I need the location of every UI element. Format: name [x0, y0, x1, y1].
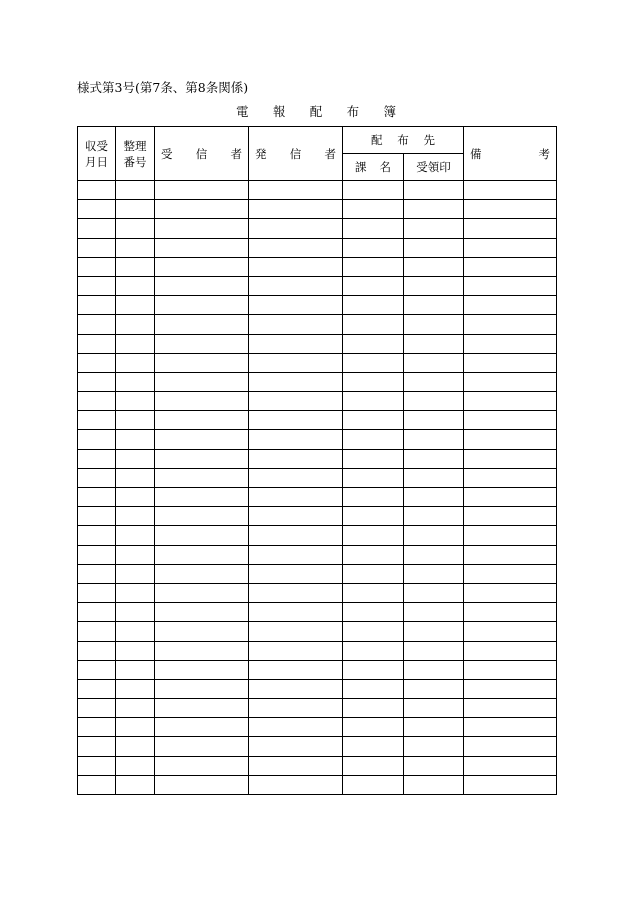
table-cell [155, 756, 249, 775]
table-cell [343, 737, 404, 756]
table-cell [343, 276, 404, 295]
table-cell [249, 622, 343, 641]
table-row [78, 257, 557, 276]
title-char: 電 [236, 104, 249, 119]
table-cell [78, 238, 116, 257]
header-text: 受領印 [416, 160, 451, 174]
table-cell [155, 737, 249, 756]
table-cell [404, 257, 464, 276]
table-cell [343, 545, 404, 564]
table-cell [78, 507, 116, 526]
table-cell [404, 219, 464, 238]
table-cell [464, 526, 557, 545]
table-cell [155, 468, 249, 487]
table-cell [249, 353, 343, 372]
table-cell [404, 699, 464, 718]
table-cell [78, 660, 116, 679]
table-cell [78, 718, 116, 737]
table-cell [404, 737, 464, 756]
table-cell [249, 756, 343, 775]
table-cell [78, 334, 116, 353]
table-cell [464, 545, 557, 564]
table-cell [155, 564, 249, 583]
header-text: 番号 [123, 154, 147, 169]
table-cell [155, 219, 249, 238]
table-cell [78, 641, 116, 660]
header-text: 課 [355, 160, 367, 174]
table-row [78, 219, 557, 238]
table-row [78, 296, 557, 315]
table-cell [404, 181, 464, 200]
table-cell [464, 718, 557, 737]
header-text: 者 [230, 146, 242, 161]
title-char: 布 [346, 104, 360, 119]
table-cell [343, 334, 404, 353]
header-text: 配 [371, 133, 383, 147]
header-text: 受 [161, 146, 173, 161]
table-cell [155, 699, 249, 718]
header-text: 月日 [85, 154, 108, 169]
table-cell [249, 392, 343, 411]
table-cell [249, 775, 343, 794]
table-cell [116, 296, 155, 315]
table-row [78, 181, 557, 200]
table-cell [249, 411, 343, 430]
table-cell [464, 564, 557, 583]
table-row [78, 238, 557, 257]
table-cell [249, 718, 343, 737]
table-cell [464, 603, 557, 622]
table-cell [78, 526, 116, 545]
table-cell [249, 334, 343, 353]
table-cell [249, 564, 343, 583]
header-text: 考 [538, 146, 550, 161]
table-cell [464, 334, 557, 353]
table-cell [249, 583, 343, 602]
header-text: 先 [423, 133, 435, 147]
header-distribution [343, 127, 464, 154]
table-cell [343, 449, 404, 468]
table-cell [78, 430, 116, 449]
header-text: 信 [289, 146, 302, 161]
table-cell [116, 392, 155, 411]
table-row [78, 372, 557, 391]
table-cell [404, 200, 464, 219]
table-cell [343, 603, 404, 622]
table-cell [404, 603, 464, 622]
table-cell [249, 372, 343, 391]
table-row [78, 699, 557, 718]
table-cell [249, 468, 343, 487]
header-text: 整理 [123, 138, 147, 153]
table-cell [155, 411, 249, 430]
table-cell [464, 257, 557, 276]
table-cell [78, 449, 116, 468]
table-cell [78, 353, 116, 372]
table-cell [343, 699, 404, 718]
table-row [78, 660, 557, 679]
table-cell [116, 372, 155, 391]
table-cell [249, 545, 343, 564]
table-cell [249, 603, 343, 622]
table-cell [116, 775, 155, 794]
table-cell [78, 564, 116, 583]
table-cell [116, 756, 155, 775]
header-sender [249, 127, 343, 181]
table-row [78, 718, 557, 737]
table-cell [78, 488, 116, 507]
table-row [78, 583, 557, 602]
table-cell [78, 200, 116, 219]
form-number-label: 様式第3号(第7条、第8条関係) [77, 80, 249, 95]
table-cell [155, 641, 249, 660]
table-cell [116, 641, 155, 660]
table-cell [464, 756, 557, 775]
header-recipient [155, 127, 249, 181]
table-row [78, 276, 557, 295]
table-cell [404, 679, 464, 698]
table-row [78, 507, 557, 526]
table-cell [343, 372, 404, 391]
table-cell [464, 219, 557, 238]
header-text: 者 [324, 146, 336, 161]
table-cell [155, 603, 249, 622]
table-cell [116, 507, 155, 526]
table-cell [116, 545, 155, 564]
table-cell [343, 392, 404, 411]
table-cell [404, 488, 464, 507]
table-cell [116, 737, 155, 756]
table-cell [78, 257, 116, 276]
table-cell [343, 200, 404, 219]
table-cell [464, 737, 557, 756]
table-cell [116, 660, 155, 679]
table-cell [116, 564, 155, 583]
table-cell [116, 583, 155, 602]
table-cell [78, 603, 116, 622]
table-cell [116, 219, 155, 238]
table-cell [155, 238, 249, 257]
table-cell [404, 660, 464, 679]
table-cell [404, 238, 464, 257]
table-cell [249, 238, 343, 257]
table-cell [343, 622, 404, 641]
table-cell [155, 353, 249, 372]
table-cell [155, 334, 249, 353]
table-cell [404, 583, 464, 602]
table-cell [155, 488, 249, 507]
table-cell [78, 411, 116, 430]
header-text: 名 [379, 160, 391, 174]
table-row [78, 353, 557, 372]
table-cell [343, 641, 404, 660]
table-row [78, 679, 557, 698]
table-row [78, 411, 557, 430]
table-row [78, 334, 557, 353]
table-row [78, 641, 557, 660]
table-cell [464, 660, 557, 679]
table-cell [464, 315, 557, 334]
table-cell [116, 200, 155, 219]
table-cell [249, 315, 343, 334]
table-cell [404, 641, 464, 660]
table-cell [155, 430, 249, 449]
table-cell [343, 775, 404, 794]
table-cell [116, 353, 155, 372]
table-cell [155, 181, 249, 200]
table-cell [116, 315, 155, 334]
table-cell [249, 526, 343, 545]
title-char: 簿 [383, 104, 396, 119]
table-cell [464, 507, 557, 526]
table-cell [155, 276, 249, 295]
table-row [78, 449, 557, 468]
table-cell [249, 699, 343, 718]
table-cell [116, 622, 155, 641]
table-cell [249, 449, 343, 468]
table-cell [343, 526, 404, 545]
table-cell [116, 468, 155, 487]
table-cell [464, 200, 557, 219]
table-cell [343, 257, 404, 276]
table-cell [116, 238, 155, 257]
table-cell [78, 219, 116, 238]
table-cell [249, 276, 343, 295]
table-cell [249, 181, 343, 200]
table-cell [464, 699, 557, 718]
table-cell [343, 296, 404, 315]
table-cell [78, 545, 116, 564]
table-cell [343, 507, 404, 526]
table-cell [404, 430, 464, 449]
table-cell [155, 679, 249, 698]
table-cell [464, 430, 557, 449]
table-cell [343, 411, 404, 430]
table-cell [464, 392, 557, 411]
table-cell [249, 296, 343, 315]
table-cell [78, 756, 116, 775]
table-cell [78, 775, 116, 794]
title-char: 配 [309, 104, 323, 119]
table-cell [155, 526, 249, 545]
table-cell [343, 583, 404, 602]
table-cell [116, 449, 155, 468]
header-text: 収受 [85, 138, 108, 153]
table-cell [249, 660, 343, 679]
table-cell [404, 296, 464, 315]
table-cell [343, 315, 404, 334]
table-cell [78, 622, 116, 641]
table-cell [404, 507, 464, 526]
table-cell [116, 603, 155, 622]
table-cell [343, 468, 404, 487]
table-cell [155, 315, 249, 334]
table-row [78, 737, 557, 756]
table-cell [404, 334, 464, 353]
document-title [236, 104, 396, 120]
header-text: 備 [470, 146, 482, 161]
table-cell [78, 737, 116, 756]
table-cell [249, 679, 343, 698]
table-cell [116, 411, 155, 430]
table-cell [116, 181, 155, 200]
table-cell [464, 468, 557, 487]
table-row [78, 564, 557, 583]
table-cell [464, 181, 557, 200]
header-text: 発 [255, 146, 267, 161]
header-serial-number [116, 127, 155, 181]
table-cell [343, 219, 404, 238]
table-row [78, 622, 557, 641]
table-row [78, 315, 557, 334]
table-cell [464, 238, 557, 257]
table-cell [78, 679, 116, 698]
table-cell [464, 276, 557, 295]
table-cell [155, 545, 249, 564]
table-cell [404, 564, 464, 583]
table-cell [464, 411, 557, 430]
table-cell [343, 430, 404, 449]
table-cell [249, 737, 343, 756]
table-row [78, 756, 557, 775]
table-cell [464, 775, 557, 794]
table-cell [155, 392, 249, 411]
table-cell [116, 718, 155, 737]
table-cell [343, 181, 404, 200]
table-cell [464, 641, 557, 660]
table-cell [78, 181, 116, 200]
table-row [78, 430, 557, 449]
table-cell [155, 583, 249, 602]
table-cell [464, 372, 557, 391]
table-cell [404, 622, 464, 641]
table-cell [249, 200, 343, 219]
table-cell [155, 718, 249, 737]
table-row [78, 603, 557, 622]
table-cell [464, 296, 557, 315]
table-cell [78, 468, 116, 487]
table-cell [116, 488, 155, 507]
table-cell [464, 583, 557, 602]
table-row [78, 545, 557, 564]
table-cell [78, 583, 116, 602]
table-cell [404, 756, 464, 775]
header-text: 布 [397, 133, 409, 147]
table-body [78, 181, 557, 795]
table-cell [404, 449, 464, 468]
table-cell [404, 775, 464, 794]
table-cell [155, 507, 249, 526]
table-row [78, 200, 557, 219]
table-cell [249, 488, 343, 507]
table-cell [464, 679, 557, 698]
table-cell [404, 372, 464, 391]
table-cell [155, 775, 249, 794]
table-cell [343, 718, 404, 737]
header-remarks [464, 127, 557, 181]
table-cell [155, 449, 249, 468]
table-cell [116, 526, 155, 545]
table-cell [78, 296, 116, 315]
table-cell [155, 622, 249, 641]
table-cell [404, 353, 464, 372]
table-cell [116, 679, 155, 698]
table-cell [116, 699, 155, 718]
table-cell [404, 718, 464, 737]
table-cell [116, 276, 155, 295]
table-cell [78, 276, 116, 295]
header-received-date [78, 127, 116, 181]
table-cell [343, 756, 404, 775]
table-cell [155, 372, 249, 391]
table-cell [78, 699, 116, 718]
table-cell [155, 660, 249, 679]
table-cell [404, 392, 464, 411]
table-cell [343, 679, 404, 698]
table-cell [116, 257, 155, 276]
table-cell [404, 545, 464, 564]
table-cell [116, 334, 155, 353]
table-row [78, 392, 557, 411]
table-cell [404, 526, 464, 545]
title-char: 報 [272, 104, 286, 119]
table-cell [343, 564, 404, 583]
table-cell [464, 488, 557, 507]
header-section-name [343, 154, 404, 181]
table-row [78, 488, 557, 507]
table-cell [249, 257, 343, 276]
table-cell [404, 276, 464, 295]
table-cell [404, 411, 464, 430]
table-row [78, 526, 557, 545]
table-cell [404, 468, 464, 487]
table-row [78, 468, 557, 487]
header-text: 信 [195, 146, 208, 161]
table-cell [343, 660, 404, 679]
table-cell [155, 200, 249, 219]
table-cell [78, 372, 116, 391]
telegram-distribution-table [77, 126, 557, 795]
table-cell [404, 315, 464, 334]
table-row [78, 775, 557, 794]
table-cell [78, 315, 116, 334]
table-cell [464, 353, 557, 372]
table-cell [249, 430, 343, 449]
table-cell [343, 488, 404, 507]
table-cell [249, 219, 343, 238]
table-cell [155, 257, 249, 276]
table-cell [464, 622, 557, 641]
table-cell [343, 353, 404, 372]
table-cell [155, 296, 249, 315]
table-cell [249, 507, 343, 526]
table-cell [464, 449, 557, 468]
header-receipt-seal [404, 154, 464, 181]
table-cell [249, 641, 343, 660]
table-cell [78, 392, 116, 411]
table-cell [343, 238, 404, 257]
table-cell [116, 430, 155, 449]
